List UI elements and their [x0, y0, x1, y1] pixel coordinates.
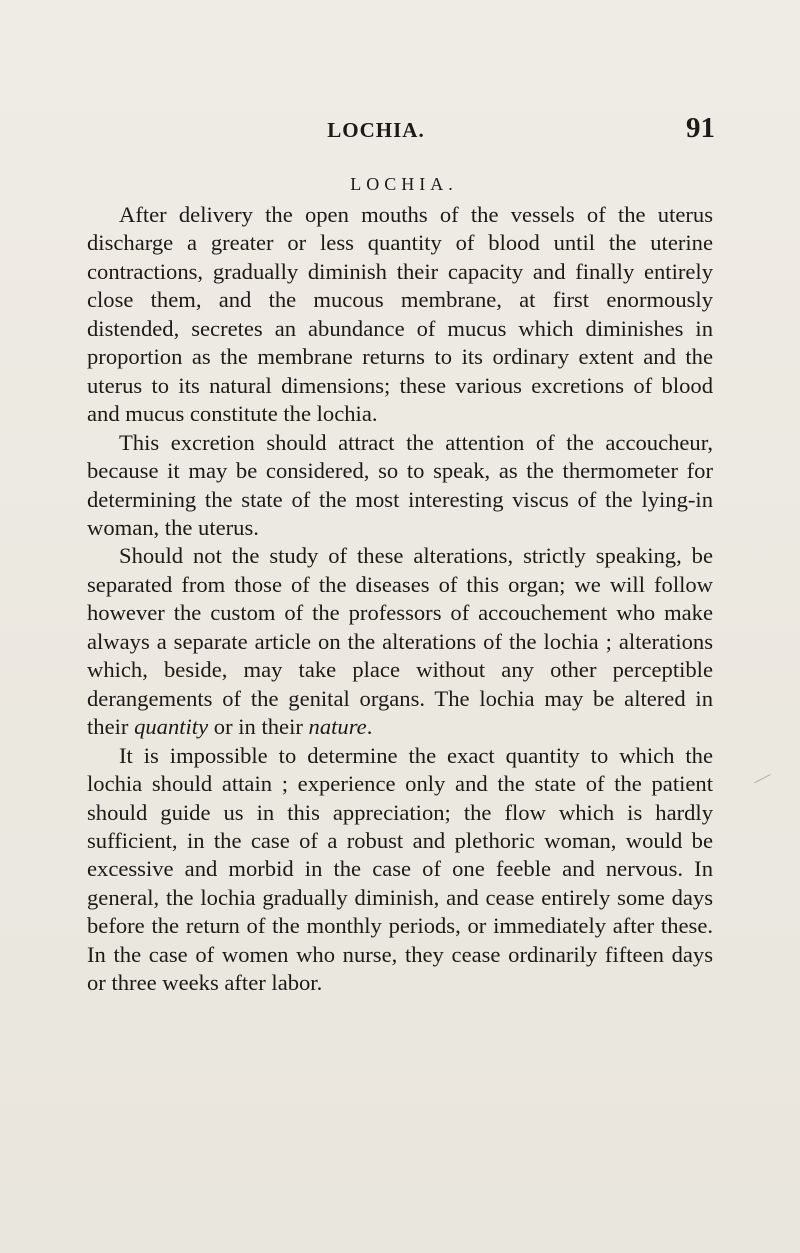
paper-mark — [754, 774, 771, 785]
emphasis-nature: nature — [308, 714, 367, 740]
paragraph-delivery: After delivery the open mouths of the vessels of the uterus discharge a greater or less quantity of blood until the uterine contractions, gradually diminish their capacity and finally entirely close them, and the mucous membrane, at first enormously distended, secretes an abundance of mucus which diminishes in proportion as the membrane returns to its ordinary extent and the uterus to its natural dimensions; these various excretions of blood and mucus constitute the lochia. — [87, 202, 713, 427]
paragraph-quantity: It is impossible to determine the exact quantity to which the lochia should attain ; experience only and the state of the patient should guide us in this appreciation; the flow which is hardly sufficient, in the case of a robust and plethoric woman, would be excessive and morbid in the case of one feeble and nervous. In general, the lochia gradually diminish, and cease entirely some days before the return of the monthly periods, or immediately after these. In the case of women who nurse, they cease ordinarily fifteen days or three weeks after labor. — [87, 742, 713, 996]
paragraph-excretion: This excretion should attract the attention of the accoucheur, because it may be considered, so to speak, as the thermometer for determining the state of the most interesting viscus of the lying-in woman, the uterus. — [87, 429, 713, 540]
page-number: 91 — [686, 112, 715, 144]
running-title: LOCHIA. — [327, 118, 425, 142]
body-text — [87, 201, 713, 998]
running-header — [0, 112, 800, 152]
paragraph-alterations — [87, 542, 713, 741]
paragraph-alterations-text: Should not the study of these alterations, strictly speaking, be separated from those of the diseases of this organ; we will follow however the custom of the professors of accouchement who make always a separate article on the alterations of the lochia ; alterations which, beside, may take place without any other perceptible derangements of the genital organs. The lochia may be altered in their — [87, 543, 713, 740]
emphasis-quantity: quantity — [134, 714, 209, 740]
section-heading: LOCHIA. — [350, 174, 458, 194]
paragraph-alterations-or: or in their — [208, 714, 309, 740]
paragraph-alterations-end: . — [366, 714, 373, 740]
